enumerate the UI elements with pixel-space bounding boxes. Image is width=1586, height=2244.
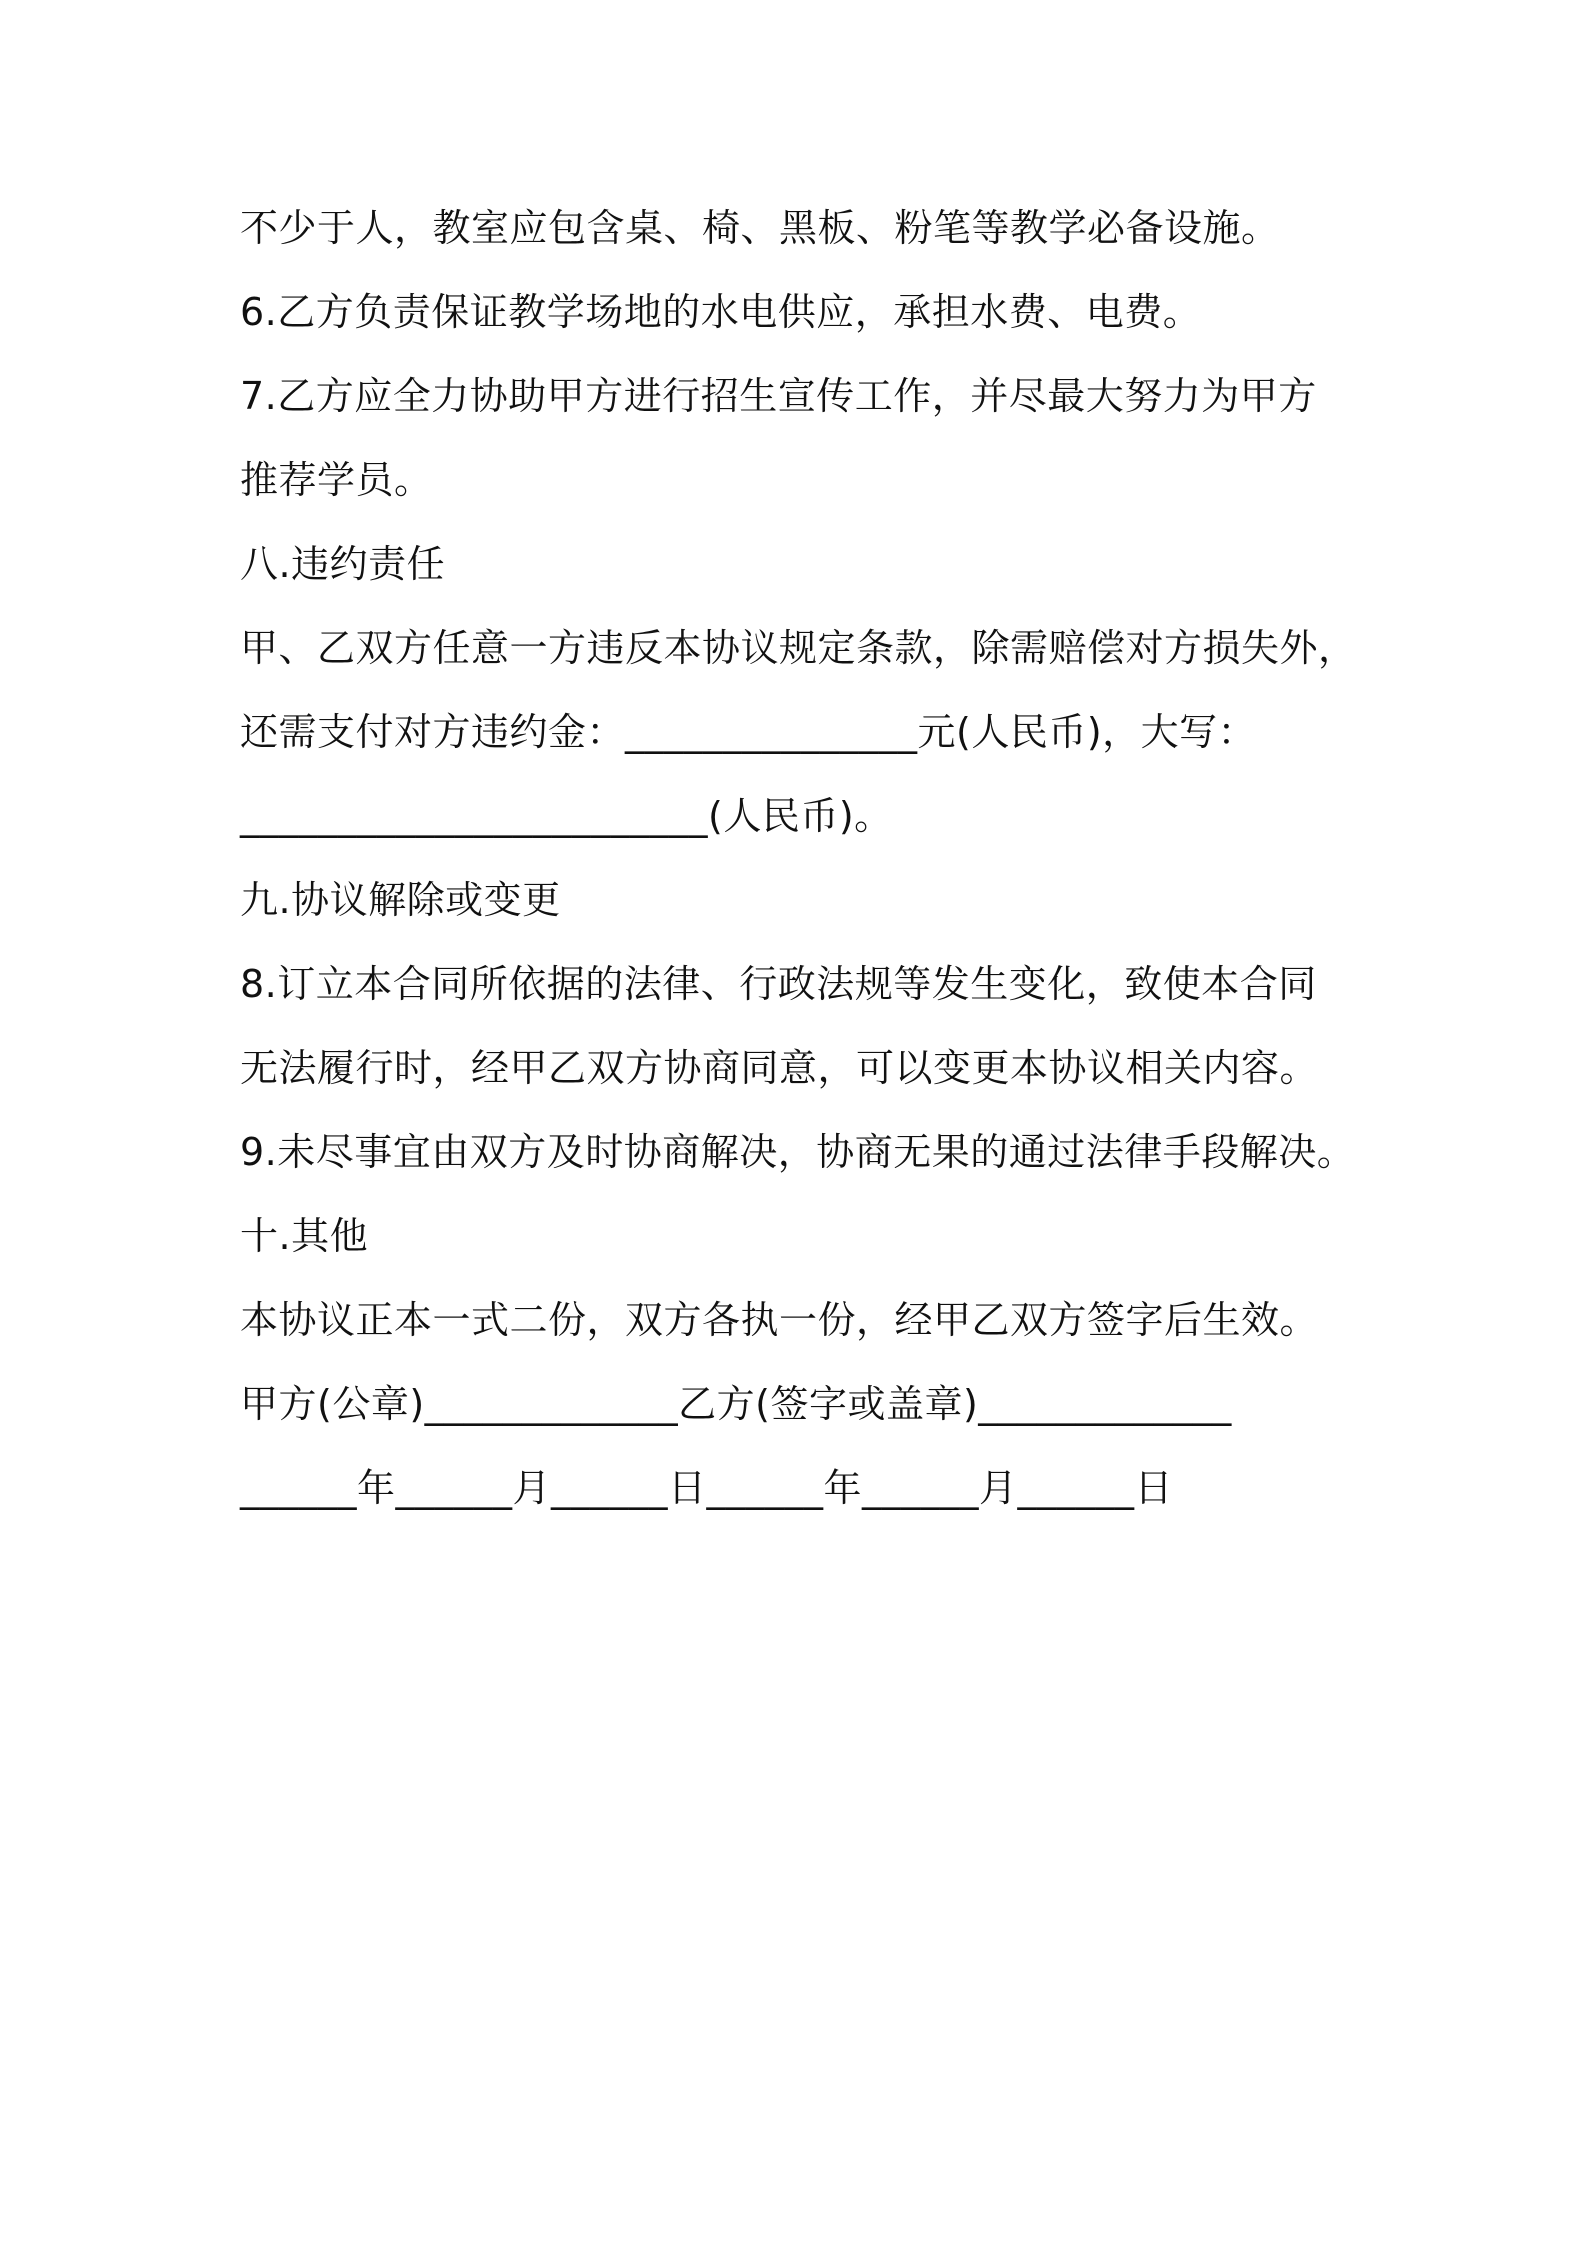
clause-line: 不少于人，教室应包含桌、椅、黑板、粉笔等教学必备设施。 (240, 206, 1280, 250)
section-heading-other: 十.其他 (240, 1214, 369, 1258)
liability-penalty-uppercase: ________________________(人民币)。 (240, 794, 893, 838)
section-heading-liability: 八.违约责任 (240, 542, 446, 586)
section-heading-termination: 九.协议解除或变更 (240, 878, 561, 922)
date-line: ______年______月______日______年______月______日 (240, 1466, 1174, 1510)
clause-8: 8.订立本合同所依据的法律、行政法规等发生变化，致使本合同 (240, 962, 1317, 1006)
signature-line: 甲方(公章)_____________乙方(签字或盖章)_____________ (240, 1382, 1232, 1426)
liability-penalty-amount: 还需支付对方违约金：_______________元(人民币)，大写： (240, 710, 1257, 754)
clause-6: 6.乙方负责保证教学场地的水电供应，承担水费、电费。 (240, 290, 1202, 334)
liability-text: 甲、乙双方任意一方违反本协议规定条款，除需赔偿对方损失外， (240, 626, 1357, 670)
clause-8-continued: 无法履行时，经甲乙双方协商同意，可以变更本协议相关内容。 (240, 1046, 1319, 1090)
clause-7: 7.乙方应全力协助甲方进行招生宣传工作，并尽最大努力为甲方 (240, 374, 1317, 418)
other-text: 本协议正本一式二份，双方各执一份，经甲乙双方签字后生效。 (240, 1298, 1319, 1342)
clause-9: 9.未尽事宜由双方及时协商解决，协商无果的通过法律手段解决。 (240, 1130, 1356, 1174)
clause-7-continued: 推荐学员。 (240, 458, 433, 502)
